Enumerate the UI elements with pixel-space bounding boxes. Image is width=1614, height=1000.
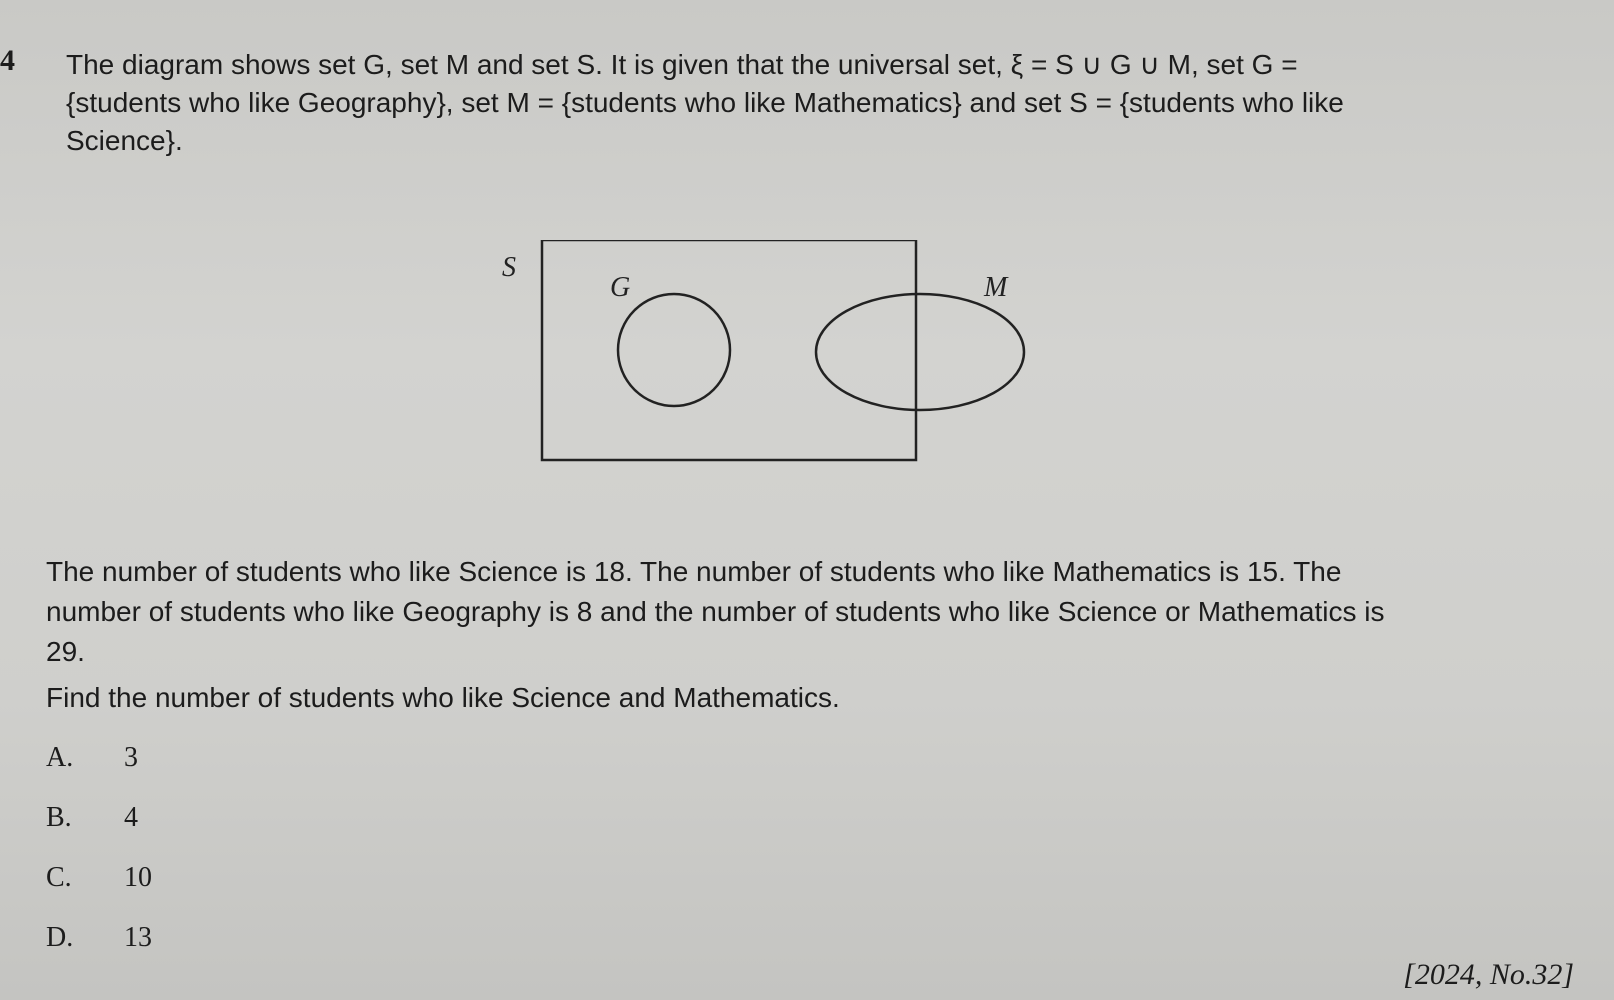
question-number: 4: [0, 44, 15, 77]
option-letter: C.: [46, 862, 72, 893]
option-letter: D.: [46, 922, 74, 953]
question-prompt: Find the number of students who like Science and Mathematics.: [46, 682, 840, 713]
option-a[interactable]: [46, 742, 152, 802]
label-g: G: [610, 272, 631, 303]
option-c[interactable]: [46, 862, 152, 922]
option-letter: B.: [46, 802, 72, 833]
question-body: [46, 552, 1586, 672]
option-value: 10: [124, 862, 152, 893]
venn-diagram: [490, 240, 1070, 480]
option-value: 13: [124, 922, 152, 953]
answer-options: [46, 742, 152, 982]
option-d[interactable]: [46, 922, 152, 982]
option-letter: A.: [46, 742, 74, 773]
question-intro: [66, 46, 1566, 160]
label-s: S: [502, 252, 516, 283]
set-m-ellipse: [816, 294, 1024, 410]
body-line: The number of students who like Science is 18. The number of students who like Mathematics is 15. The: [46, 556, 1342, 587]
label-m: M: [984, 272, 1008, 303]
intro-line: The diagram shows set G, set M and set S. It is given that the universal set, ξ = S ∪ G ∪ M, set G =: [66, 49, 1298, 80]
option-b[interactable]: [46, 802, 152, 862]
body-line: 29.: [46, 636, 85, 667]
option-value: 3: [124, 742, 138, 773]
body-line: number of students who like Geography is 8 and the number of students who like Science or Mathematics is: [46, 596, 1385, 627]
intro-line: {students who like Geography}, set M = {students who like Mathematics} and set S = {students who like: [66, 87, 1344, 118]
source-reference: [2024, No.32]: [1403, 958, 1574, 991]
intro-line: Science}.: [66, 125, 183, 156]
set-g-circle: [618, 294, 730, 406]
option-value: 4: [124, 802, 138, 833]
